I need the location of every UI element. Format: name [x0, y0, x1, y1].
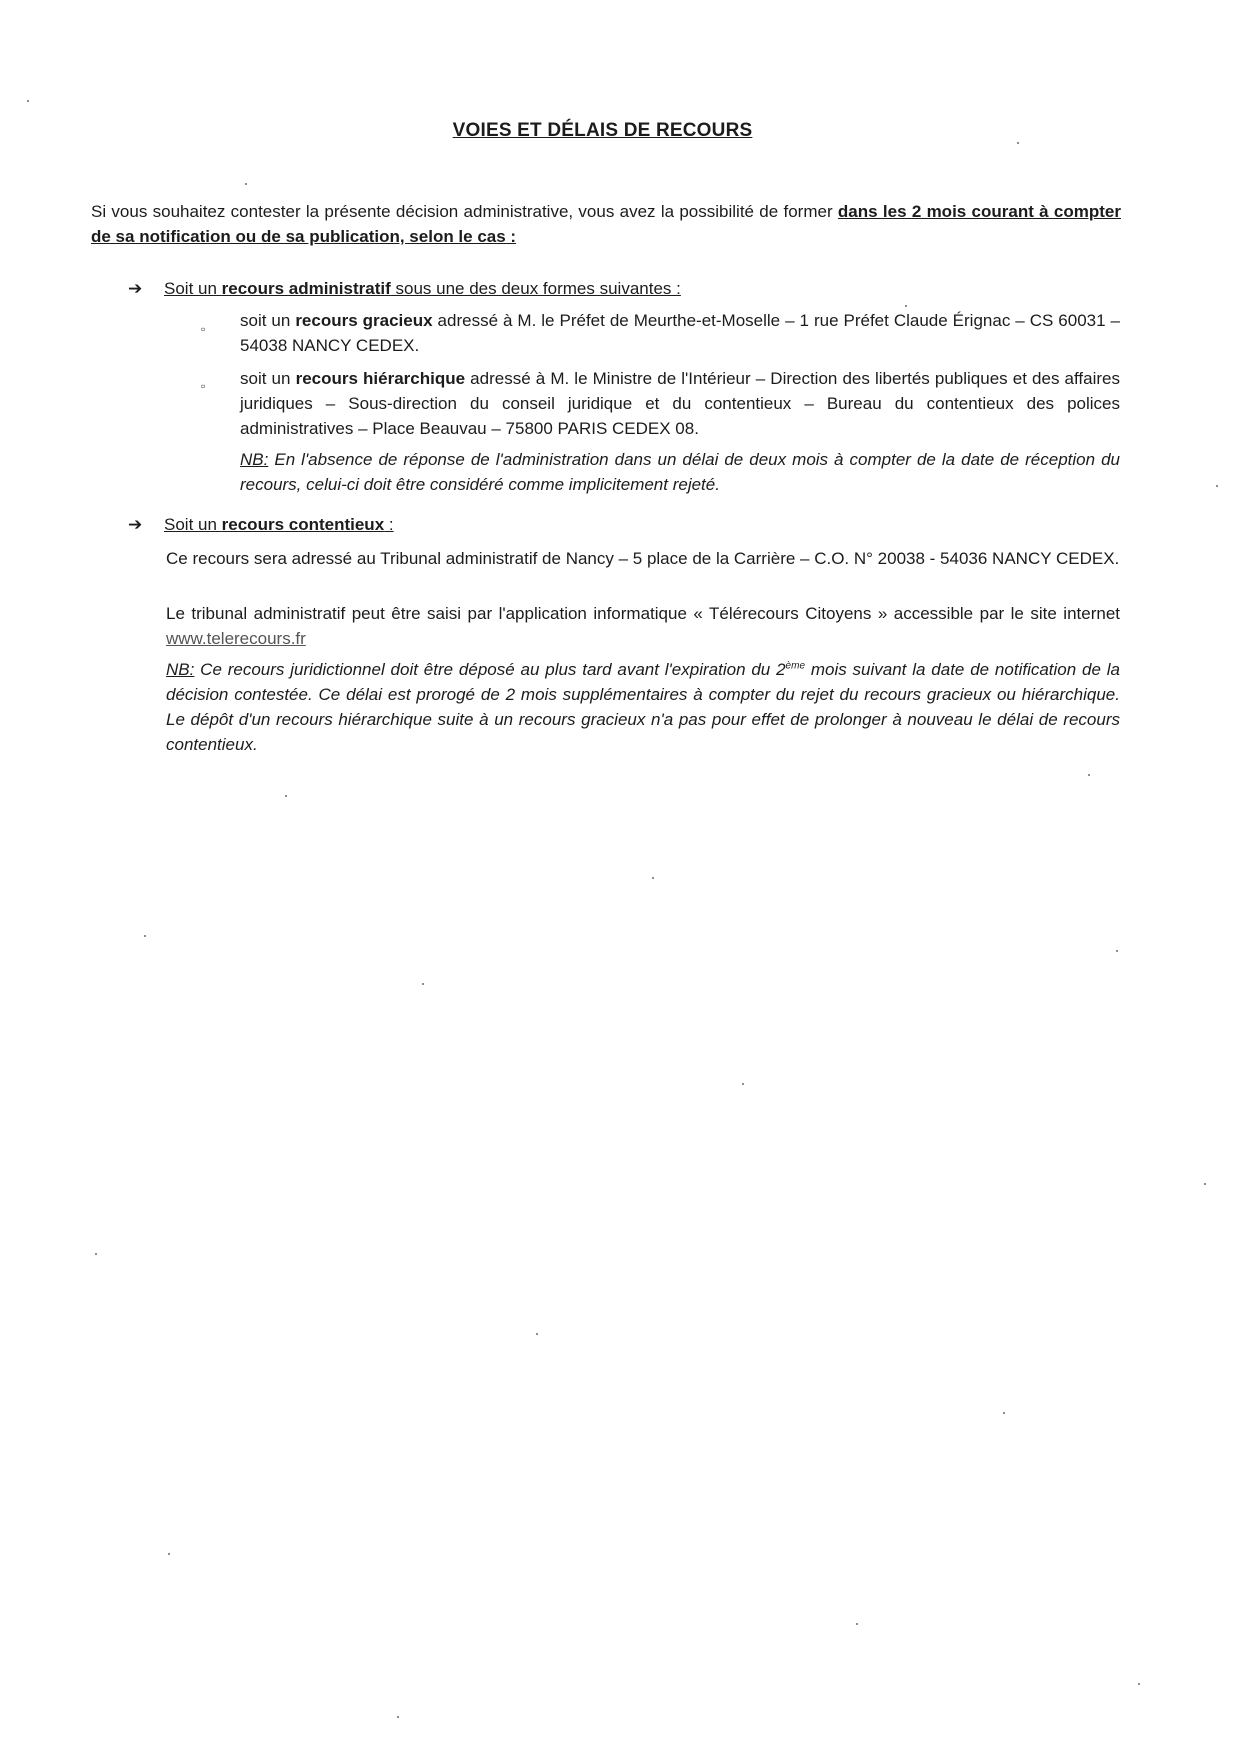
document-title: VOIES ET DÉLAIS DE RECOURS	[452, 120, 753, 141]
telerecours-link[interactable]: www.telerecours.fr	[166, 629, 306, 648]
section-admin-label: Soit un recours administratif sous une des deux formes suivantes :	[164, 279, 681, 298]
admin-note	[240, 447, 1120, 497]
scan-speck	[397, 1716, 399, 1718]
arrow-icon: ➔	[128, 515, 143, 534]
scan-speck	[1003, 1412, 1005, 1414]
list-item: soit un recours gracieux adressé à M. le Préfet de Meurthe-et-Moselle – 1 rue Préfet Claude Érignac – CS 60031 – 54038 NANCY CEDEX.	[240, 311, 1120, 355]
intro-deadline: dans les 2 mois courant à compter de sa notification ou de sa publication, selon le cas :	[91, 202, 1121, 246]
scan-speck	[144, 935, 146, 937]
list-item: soit un recours hiérarchique adressé à M. le Ministre de l'Intérieur – Direction des libertés publiques et des affaires juridiques – Sous-direction du conseil juridique et du contentieux – Bureau du contentieux des polices administratives – Place Beauvau – 75800 PARIS CEDEX 08.	[240, 369, 1120, 438]
scan-speck	[742, 1083, 744, 1085]
contentieux-note: NB: Ce recours juridictionnel doit être déposé au plus tard avant l'expiration du 2ème mois suivant la date de notification de la décision contestée. Ce délai est prorogé de 2 mois supplémentaires à compter du rejet du recours gracieux ou hiérarchique. Le dépôt d'un recours hiérarchique suite à un recours gracieux n'a pas pour effet de prolonger à nouveau le délai de recours contentieux.	[166, 660, 1120, 754]
scan-speck	[856, 1623, 858, 1625]
scan-speck	[1017, 142, 1019, 144]
note-label: NB:	[166, 660, 195, 679]
scan-speck	[905, 305, 907, 307]
intro-paragraph	[91, 199, 1121, 249]
section-contentieux-label: Soit un recours contentieux :	[164, 515, 394, 534]
scan-speck	[1138, 1683, 1140, 1685]
scan-speck	[422, 983, 424, 985]
section-contentieux-heading	[128, 513, 394, 537]
scan-speck	[1116, 950, 1118, 952]
bullet-icon: ▫	[201, 379, 206, 393]
scan-speck	[1204, 1183, 1206, 1185]
scan-speck	[536, 1333, 538, 1335]
court-address-paragraph: Ce recours sera adressé au Tribunal administratif de Nancy – 5 place de la Carrière – C.O. N° 20038 - 54036 NANCY CEDEX.	[166, 549, 1120, 568]
scan-speck	[285, 795, 287, 797]
note-label: NB:	[240, 450, 269, 469]
bullet-icon: ▫	[201, 322, 206, 336]
telerecours-paragraph: Le tribunal administratif peut être saisi par l'application informatique « Télérecours Citoyens » accessible par le site internet www.telerecours.fr	[166, 604, 1120, 648]
intro-text: Si vous souhaitez contester la présente décision administrative, vous avez la possibilité de former	[91, 202, 838, 221]
scan-speck	[652, 877, 654, 879]
note-text: En l'absence de réponse de l'administration dans un délai de deux mois à compter de la date de réception du recours, celui-ci doit être considéré comme implicitement rejeté.	[240, 450, 1120, 494]
scan-speck	[95, 1253, 97, 1255]
scan-speck	[1216, 485, 1218, 487]
scan-speck	[27, 100, 29, 102]
scan-speck	[245, 183, 247, 185]
scan-speck	[168, 1553, 170, 1555]
arrow-icon: ➔	[128, 279, 143, 298]
scan-speck	[1088, 774, 1090, 776]
section-admin-heading	[128, 277, 681, 301]
